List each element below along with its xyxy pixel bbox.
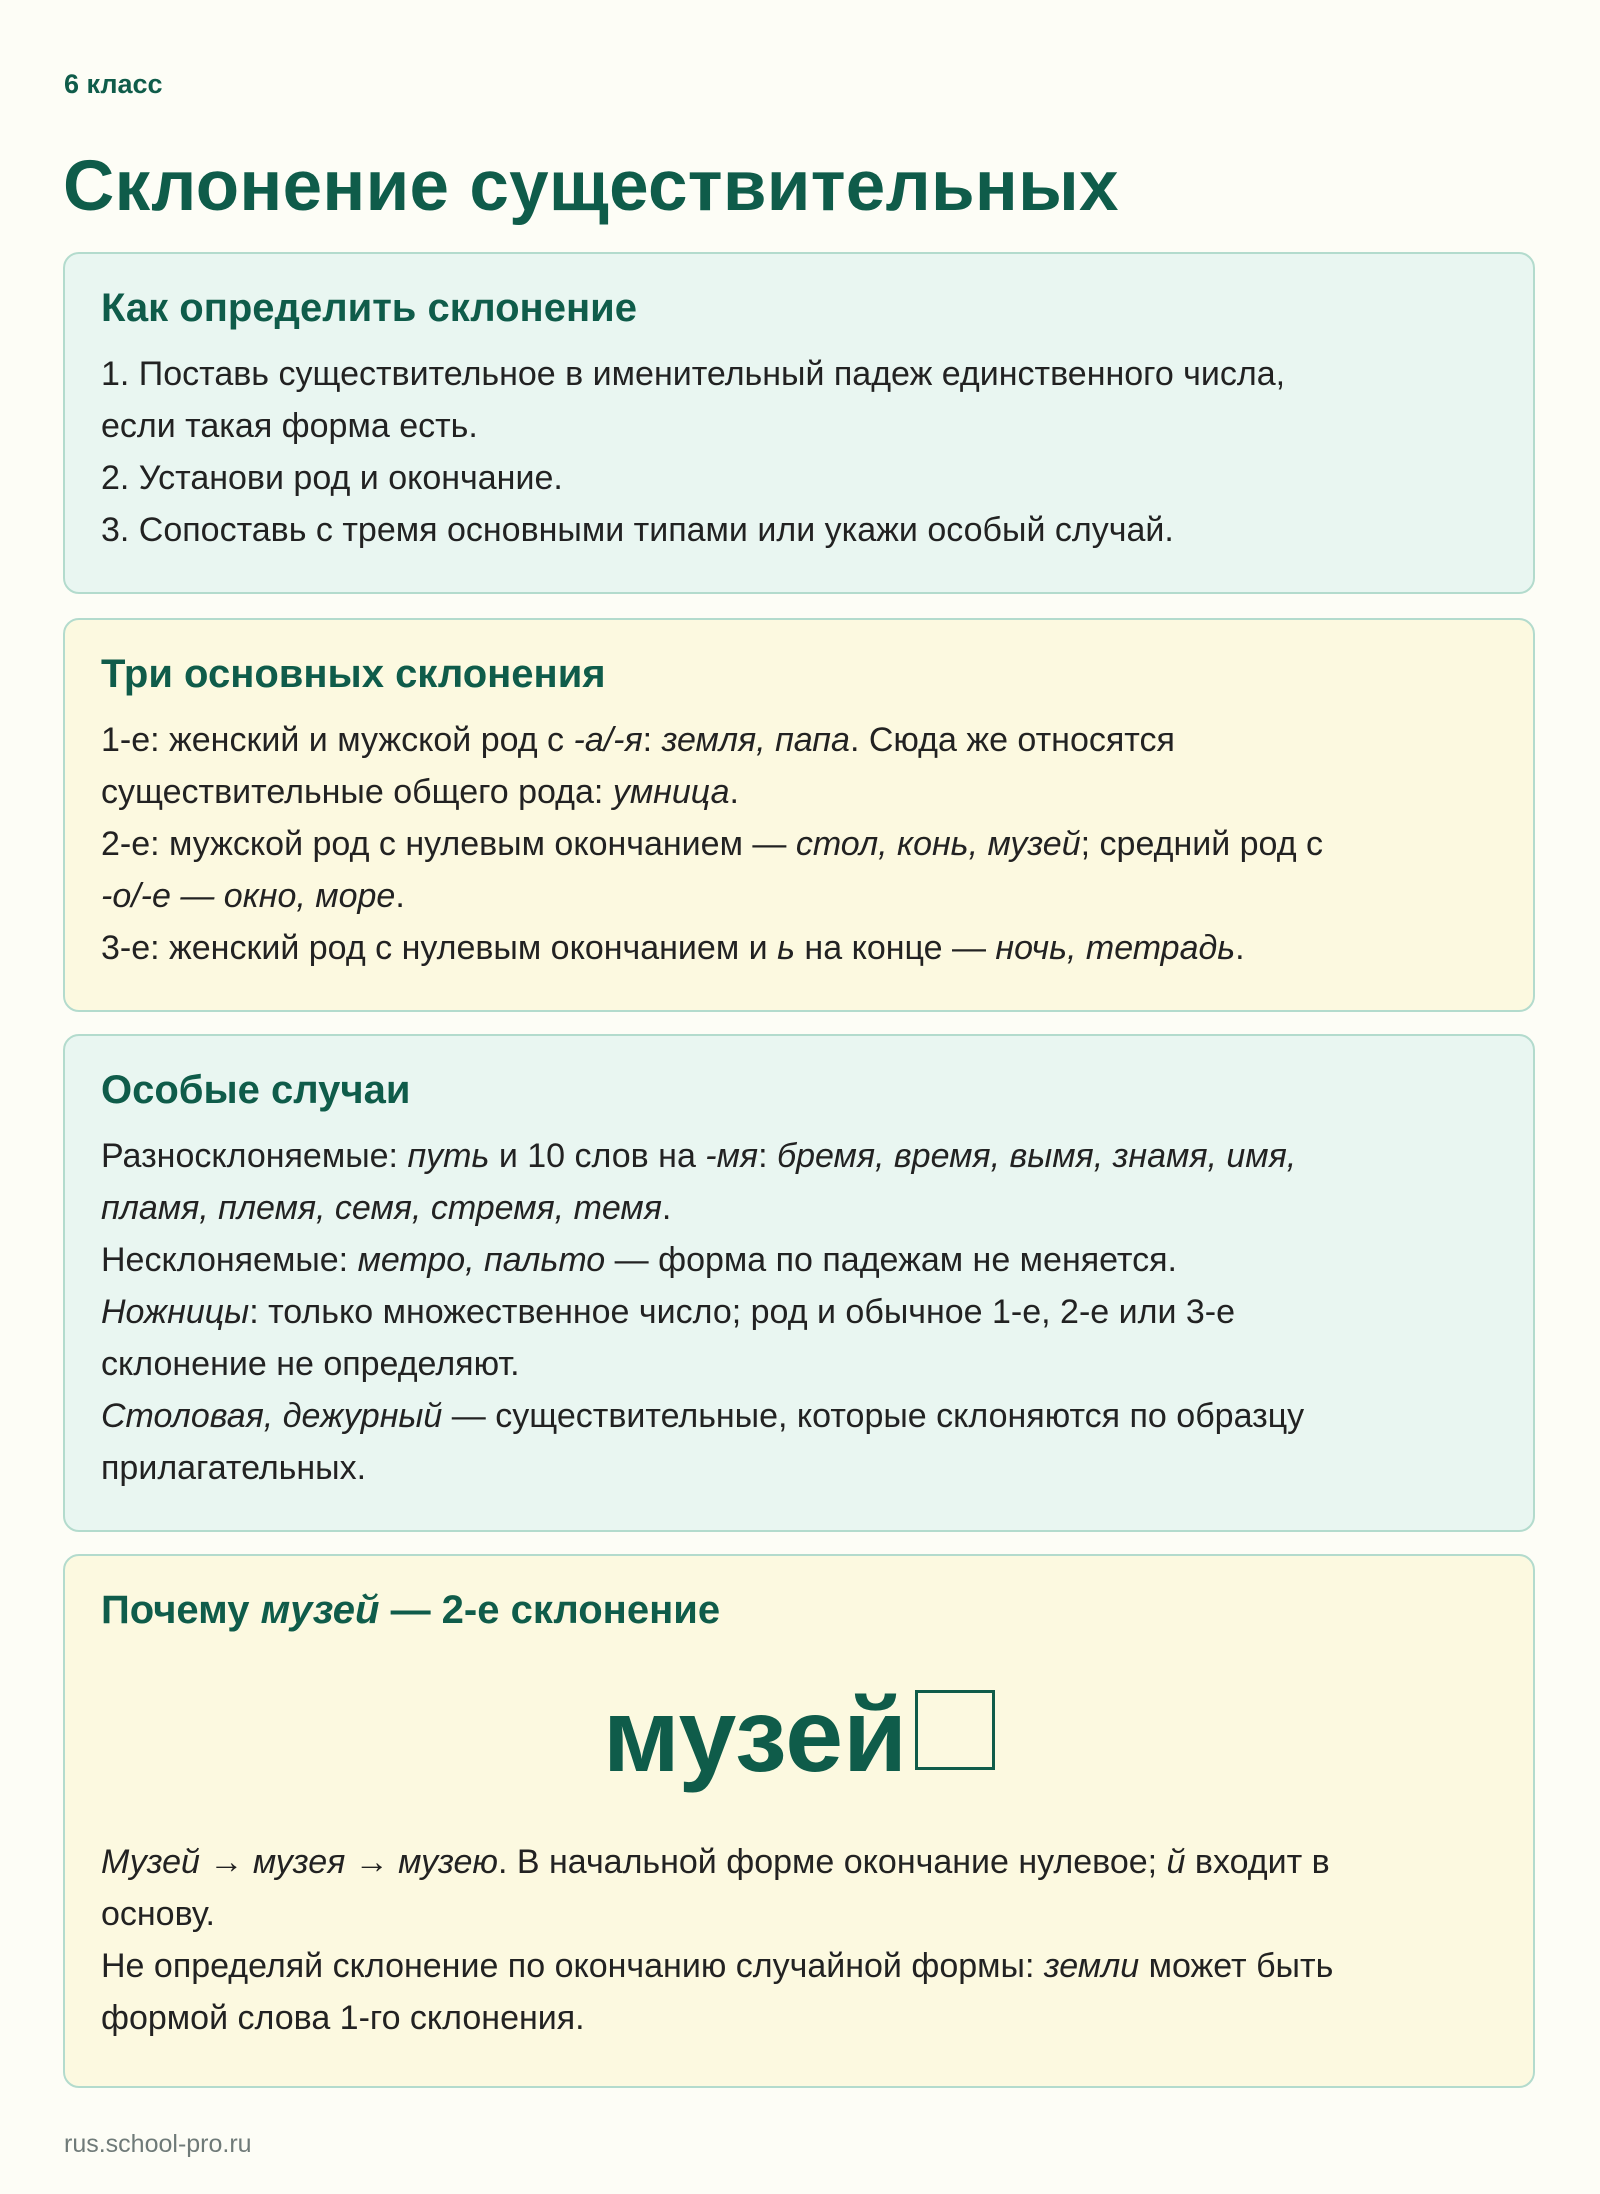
card-heading: Три основных склонения	[101, 652, 606, 696]
special-case-line: склонение не определяют.	[101, 1345, 520, 1383]
special-case-line: Столовая, дежурный — существительные, которые склоняются по образцу	[101, 1397, 1305, 1435]
declension-1-line: существительные общего рода: умница.	[101, 773, 739, 811]
zero-ending-box	[915, 1690, 995, 1770]
grade-label: 6 класс	[64, 69, 163, 99]
card-heading: Как определить склонение	[101, 286, 637, 330]
card-how-to-determine	[63, 252, 1535, 594]
special-case-line: Несклоняемые: метро, пальто — форма по падежам не меняется.	[101, 1241, 1177, 1279]
card-heading: Почему музей — 2-е склонение	[101, 1588, 721, 1632]
example-word: музей	[602, 1678, 908, 1794]
explanation-line: Музей → музея → музею. В начальной форме окончание нулевое; й входит в	[101, 1843, 1330, 1881]
special-case-line: прилагательных.	[101, 1449, 367, 1487]
declension-3-line: 3-е: женский род с нулевым окончанием и ь на конце — ночь, тетрадь.	[101, 929, 1245, 967]
step-line: 1. Поставь существительное в именительный падеж единственного числа,	[101, 355, 1286, 393]
special-case-line: Ножницы: только множественное число; род и обычное 1-е, 2-е или 3-е	[101, 1293, 1236, 1331]
declension-1-line: 1-е: женский и мужской род с -а/-я: земля, папа. Сюда же относятся	[101, 721, 1175, 759]
explanation-line: Не определяй склонение по окончанию случайной формы: земли может быть	[101, 1947, 1334, 1985]
word-morpheme-diagram	[101, 1660, 1497, 1812]
step-line: 2. Установи род и окончание.	[101, 459, 563, 497]
declension-2-line: -о/-е — окно, море.	[101, 877, 405, 915]
explanation-line: формой слова 1-го склонения.	[101, 1999, 585, 2037]
card-why-museum	[63, 1554, 1535, 2088]
explanation-line: основу.	[101, 1895, 215, 1933]
step-line: 3. Сопоставь с тремя основными типами или укажи особый случай.	[101, 511, 1174, 549]
card-heading: Особые случаи	[101, 1068, 411, 1112]
special-case-line: пламя, племя, семя, стремя, темя.	[101, 1189, 672, 1227]
footer-site-link[interactable]: rus.school-pro.ru	[64, 2130, 252, 2158]
declension-2-line: 2-е: мужской род с нулевым окончанием — стол, конь, музей; средний род с	[101, 825, 1324, 863]
card-three-declensions	[63, 618, 1535, 1012]
step-line: если такая форма есть.	[101, 407, 478, 445]
card-special-cases	[63, 1034, 1535, 1532]
page-title: Склонение существительных	[63, 147, 1119, 226]
special-case-line: Разносклоняемые: путь и 10 слов на -мя: бремя, время, вымя, знамя, имя,	[101, 1137, 1297, 1175]
